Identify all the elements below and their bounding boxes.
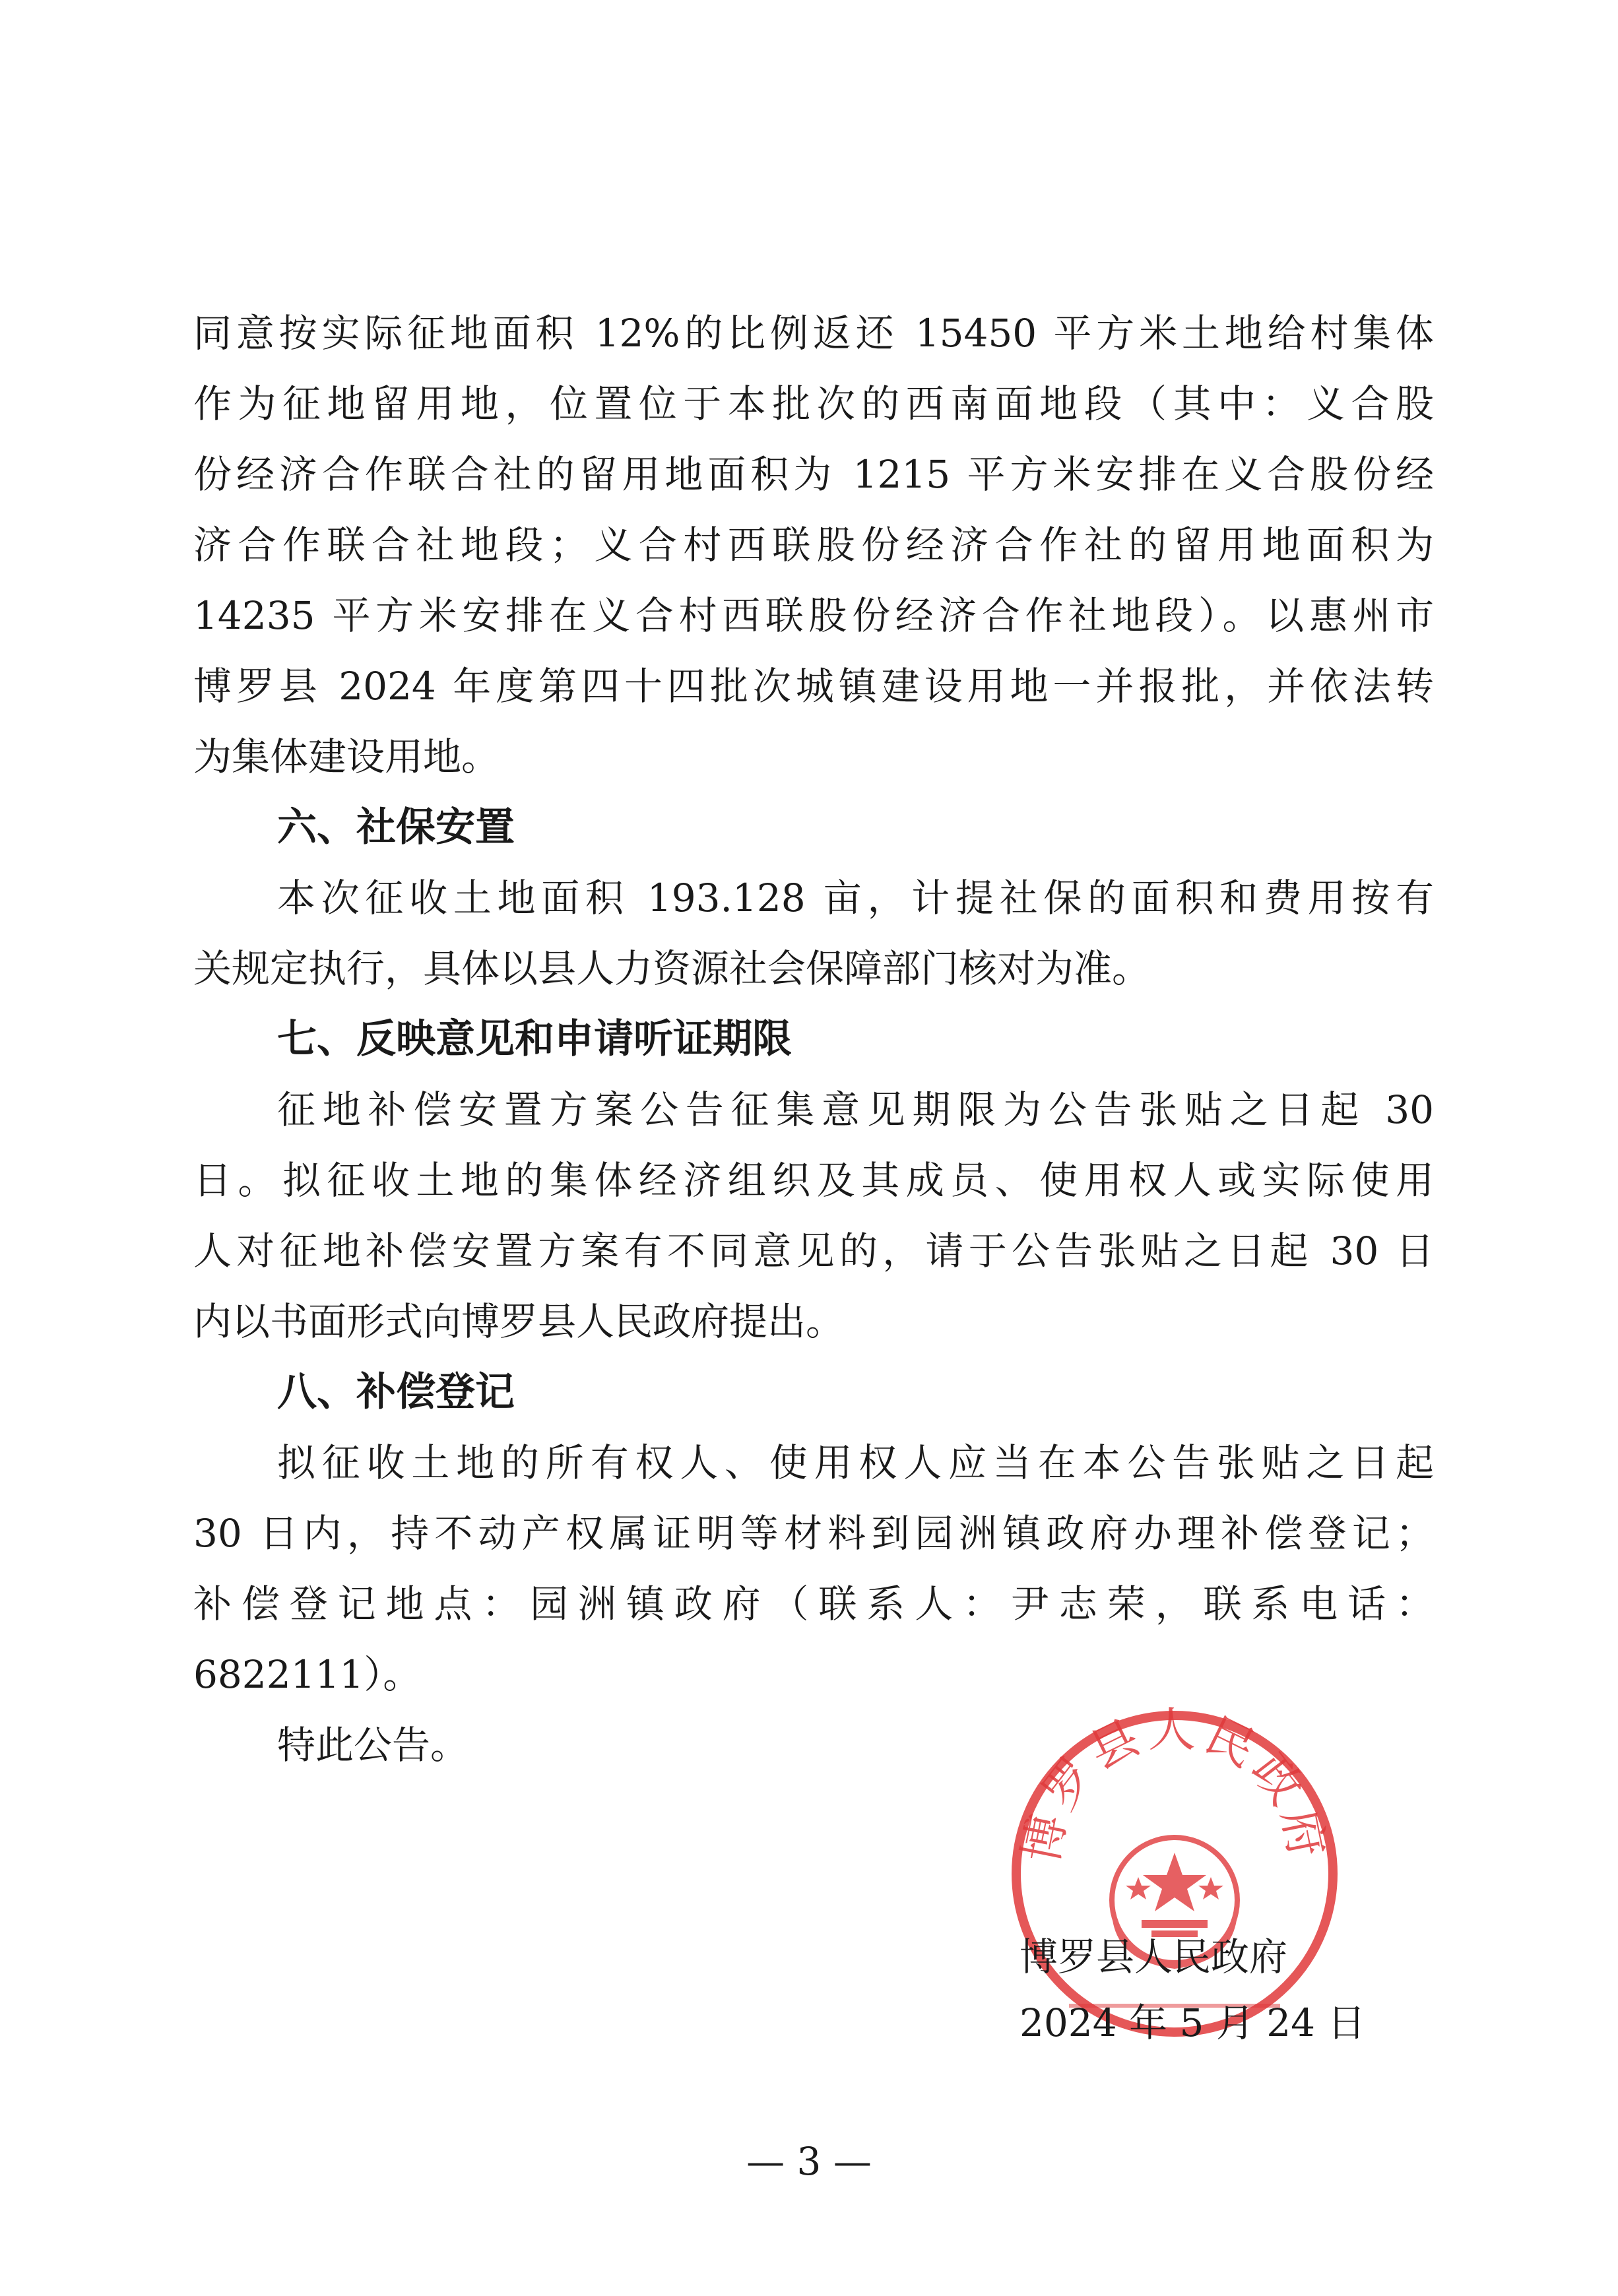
- seal-text: 博罗县人民政府: [1012, 1702, 1337, 1867]
- section-heading-compensation-registration: 八、补偿登记: [277, 1369, 515, 1415]
- body-line: 14235 平方米安排在义合村西联股份经济合作社地段）。以惠州市: [193, 593, 1434, 638]
- body-line: 6822111）。: [193, 1652, 422, 1697]
- body-line: 为集体建设用地。: [193, 734, 500, 779]
- body-line: 内以书面形式向博罗县人民政府提出。: [193, 1299, 845, 1344]
- body-line: 关规定执行，具体以县人力资源社会保障部门核对为准。: [193, 946, 1151, 991]
- page-number: — 3 —: [746, 2139, 872, 2184]
- body-line: 本次征收土地面积 193.128 亩，计提社保的面积和费用按有: [277, 876, 1434, 920]
- body-line: 博罗县 2024 年度第四十四批次城镇建设用地一并报批，并依法转: [193, 664, 1434, 709]
- body-line: 同意按实际征地面积 12%的比例返还 15450 平方米土地给村集体: [193, 311, 1434, 356]
- official-seal-stamp: [1003, 1702, 1346, 2045]
- closing-text: 特此公告。: [277, 1723, 469, 1768]
- body-line: 征地补偿安置方案公告征集意见期限为公告张贴之日起 30: [277, 1087, 1434, 1132]
- section-heading-social-security: 六、社保安置: [277, 804, 515, 850]
- body-line: 济合作联合社地段；义合村西联股份经济合作社的留用地面积为: [193, 523, 1434, 567]
- body-line: 补偿登记地点：园洲镇政府（联系人：尹志荣，联系电话：: [193, 1581, 1434, 1626]
- body-line: 作为征地留用地，位置位于本批次的西南面地段（其中：义合股: [193, 381, 1434, 426]
- body-line: 日。拟征收土地的集体经济组织及其成员、使用权人或实际使用: [193, 1158, 1434, 1203]
- body-line: 拟征收土地的所有权人、使用权人应当在本公告张贴之日起: [277, 1440, 1434, 1485]
- issuing-organization: 博罗县人民政府: [1019, 1934, 1288, 1979]
- body-line: 人对征地补偿安置方案有不同意见的，请于公告张贴之日起 30 日: [193, 1228, 1434, 1273]
- body-line: 份经济合作联合社的留用地面积为 1215 平方米安排在义合股份经: [193, 452, 1434, 497]
- section-heading-objection-period: 七、反映意见和申请听证期限: [277, 1016, 792, 1062]
- issue-date: 2024 年 5 月 24 日: [1019, 2000, 1366, 2045]
- body-line: 30 日内，持不动产权属证明等材料到园洲镇政府办理补偿登记；: [193, 1511, 1434, 1556]
